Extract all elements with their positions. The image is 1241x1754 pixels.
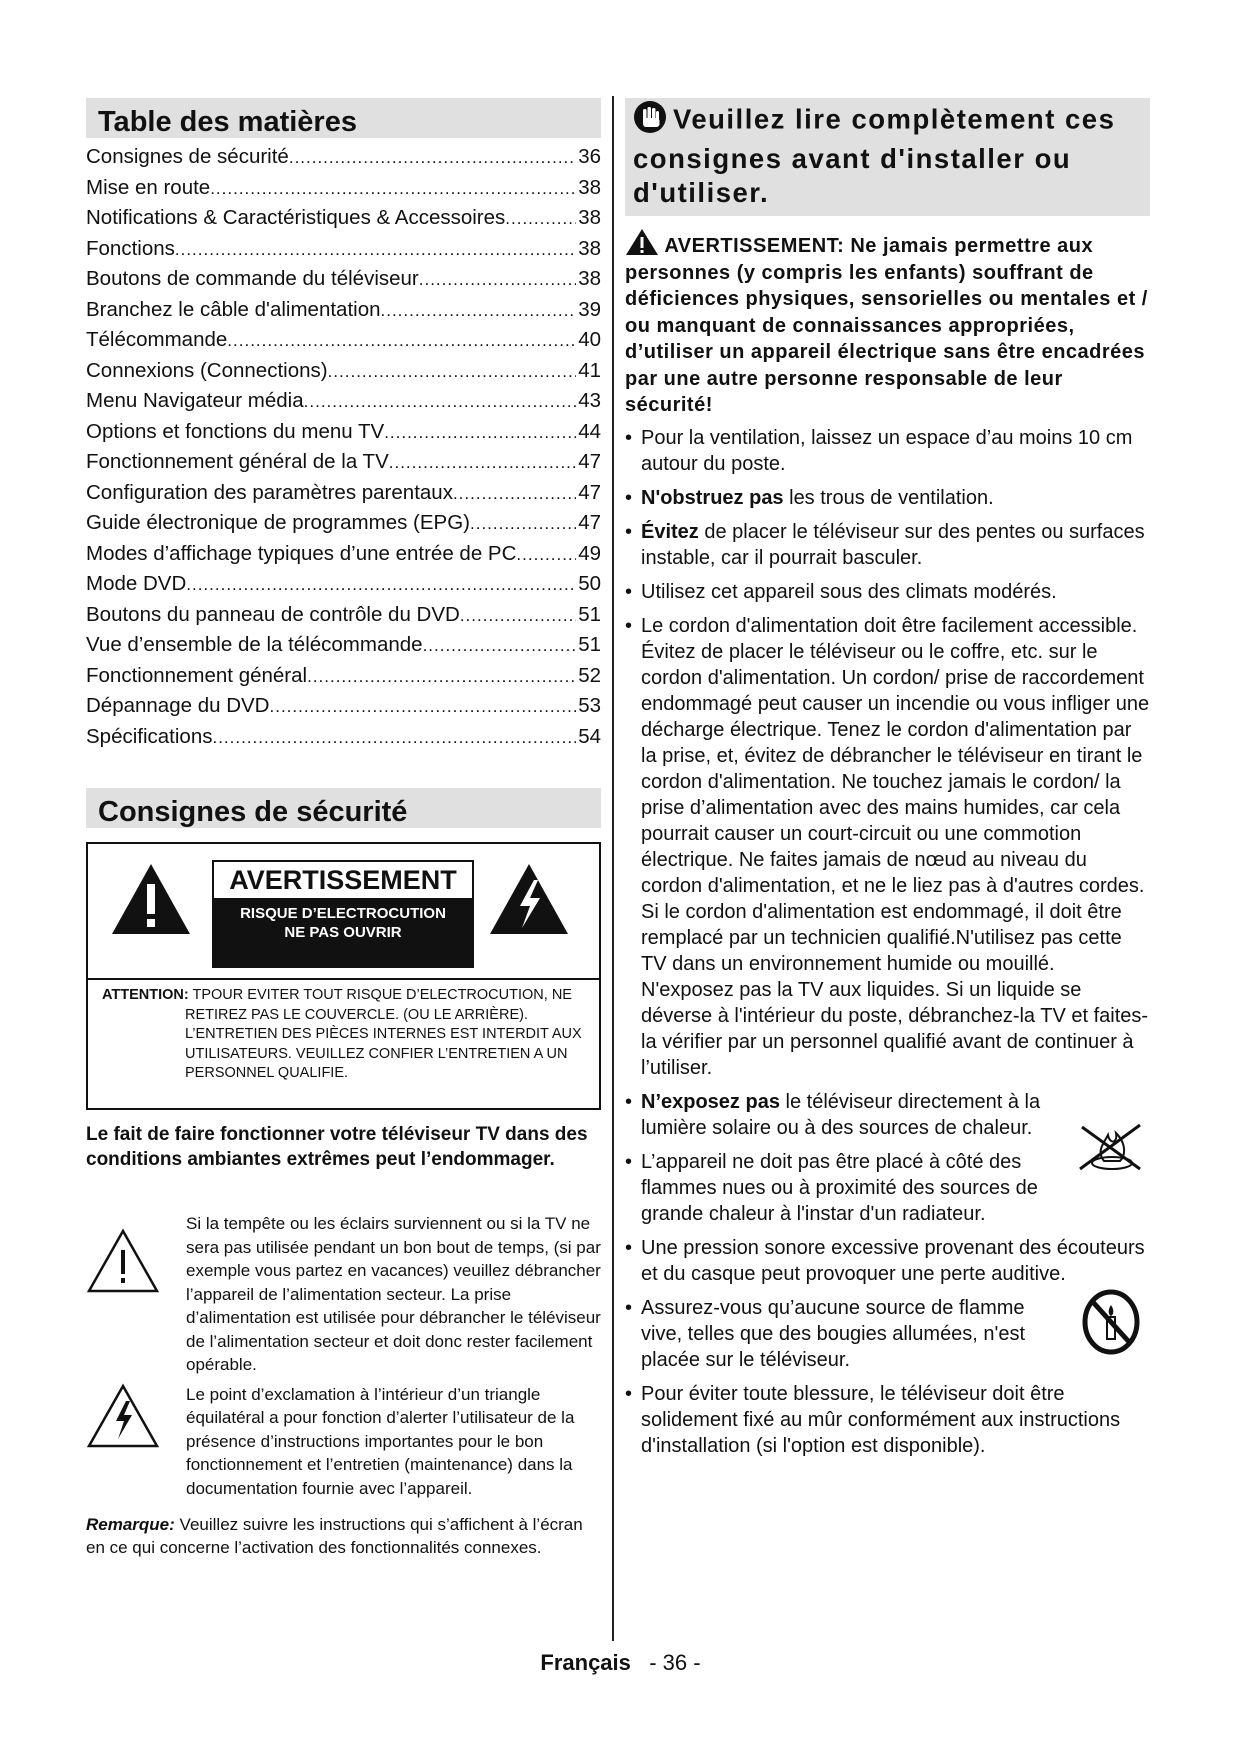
toc-entry[interactable]: Mise en route ..... 38 bbox=[86, 173, 601, 204]
toc-entry[interactable]: Vue d’ensemble de la télécommande ..... 51 bbox=[86, 630, 601, 661]
no-candles-icon bbox=[1080, 1289, 1142, 1355]
exclamation-warning-icon bbox=[110, 862, 192, 936]
exclamation-text: Le point d’exclamation à l’intérieur d’un triangle équilatéral a pour fonction d’alerter l’utilisateur de la présence d’instructions importantes pour le bon fonctionnement et l’entretien (maintenance) dans la documentation fournie avec l’appareil. bbox=[186, 1384, 575, 1498]
footer-page-number: - 36 - bbox=[649, 1650, 701, 1675]
toc-entry[interactable]: Guide électronique de programmes (EPG) ..... 47 bbox=[86, 508, 601, 539]
bullet-flames: • L’appareil ne doit pas être placé à côté des flammes nues ou à proximité des sources de grande chaleur à l'instar d'un radiateur. bbox=[625, 1149, 1150, 1227]
left-column bbox=[86, 98, 601, 1559]
avertissement-label: AVERTISSEMENT bbox=[214, 862, 472, 898]
toc-entry[interactable]: Options et fonctions du menu TV ..... 44 bbox=[86, 417, 601, 448]
safety-bullets bbox=[625, 425, 1150, 1459]
storm-notice bbox=[86, 1212, 601, 1377]
toc-entry[interactable]: Spécifications ..... 54 bbox=[86, 722, 601, 753]
right-column bbox=[625, 98, 1150, 1467]
toc-entry[interactable]: Fonctionnement général ..... 52 bbox=[86, 661, 601, 692]
toc-title: Table des matières bbox=[86, 98, 601, 138]
avertissement-paragraph: AVERTISSEMENT: Ne jamais permettre aux personnes (y compris les enfants) souffrant de déficiences physiques, sensorielles ou mentales et / ou manquant de connaissances appropriées, d’utiliser un appareil électrique sans être encadrées par une autre personne responsable de leur sécurité! bbox=[625, 228, 1150, 419]
bullet-climate: • Utilisez cet appareil sous des climats modérés. bbox=[625, 579, 1150, 605]
warning-triangle-icon bbox=[625, 228, 659, 256]
toc-entry[interactable]: Connexions (Connections) ..... 41 bbox=[86, 356, 601, 387]
stop-hand-icon bbox=[633, 100, 667, 134]
ne-pas-ouvrir-label: NE PAS OUVRIR bbox=[284, 924, 402, 941]
remark-text: Veuillez suivre les instructions qui s’affichent à l’écran en ce qui concerne l’activation des fonctionnalités connexes. bbox=[86, 1515, 583, 1557]
lightning-warning-icon bbox=[488, 862, 570, 936]
toc-entry[interactable]: Consignes de sécurité ..... 36 bbox=[86, 142, 601, 173]
extreme-conditions-warning: Le fait de faire fonctionner votre téléviseur TV dans des conditions ambiantes extrêmes peut l’endommager. bbox=[86, 1124, 588, 1170]
toc-entry[interactable]: Fonctions ..... 38 bbox=[86, 234, 601, 265]
no-heat-source-icon bbox=[1074, 1121, 1150, 1173]
bullet-obstruction: • N'obstruez pas les trous de ventilation. bbox=[625, 485, 1150, 511]
bullet-slopes: • Évitez de placer le téléviseur sur des pentes ou surfaces instable, car il pourrait basculer. bbox=[625, 519, 1150, 571]
toc-entry[interactable]: Menu Navigateur média ..... 43 bbox=[86, 386, 601, 417]
safety-title: Consignes de sécurité bbox=[86, 788, 601, 828]
toc-entry[interactable]: Branchez le câble d'alimentation ..... 39 bbox=[86, 295, 601, 326]
column-divider bbox=[612, 96, 614, 1641]
toc-entry[interactable]: Boutons du panneau de contrôle du DVD ..... 51 bbox=[86, 600, 601, 631]
toc-entry[interactable]: Notifications & Caractéristiques & Accessoires ..... 38 bbox=[86, 203, 601, 234]
footer-language: Français bbox=[540, 1650, 631, 1675]
bullet-ventilation: • Pour la ventilation, laissez un espace d’au moins 10 cm autour du poste. bbox=[625, 425, 1150, 477]
remark-label: Remarque: bbox=[86, 1515, 175, 1534]
toc-entry[interactable]: Boutons de commande du téléviseur ..... 38 bbox=[86, 264, 601, 295]
toc-list bbox=[86, 142, 601, 752]
storm-text: Si la tempête ou les éclairs surviennent ou si la TV ne sera pas utilisée pendant un bon bout de temps, (si par exemple vous partez en vacances) veuillez débrancher l’appareil de l’alimentation secteur. La prise d’alimentation est utilisée pour débrancher le téléviseur de l’alimentation secteur et doit donc rester facilement opérable. bbox=[186, 1214, 601, 1374]
bullet-wall-mount: • Pour éviter toute blessure, le téléviseur doit être solidement fixé au mûr conformément aux instructions d'installation (si l'option est disponible). bbox=[625, 1381, 1150, 1459]
page-footer bbox=[0, 1650, 1241, 1676]
toc-entry[interactable]: Mode DVD ..... 50 bbox=[86, 569, 601, 600]
toc-entry[interactable]: Télécommande ..... 40 bbox=[86, 325, 601, 356]
remark-note bbox=[86, 1514, 601, 1559]
warning-label-box bbox=[86, 842, 601, 1110]
attention-label: ATTENTION: bbox=[102, 987, 189, 1003]
bullet-power-cord: • Le cordon d'alimentation doit être facilement accessible. Évitez de placer le téléviseur ou le coffre, etc. sur le cordon d'alimentation. Un cordon/ prise de raccordement endommagé peut causer un incendie ou vous infliger une décharge électrique. Tenez le cordon d'alimentation par la prise, et, évitez de débrancher le téléviseur en tirant le cordon d'alimentation. Ne touchez jamais le cordon/ la prise d’alimentation avec des mains humides, car cela pourrait causer un court-circuit ou une commotion électrique. Ne faites jamais de nœud au niveau du cordon d'alimentation, et ne le liez pas à d'autres cordes. Si le cordon d'alimentation est endommagé, il doit être remplacé par un technicien qualifié.N'utilisez pas cette TV dans un environnement humide ou mouillé. N'exposez pas la TV aux liquides. Si un liquide se déverse à l'intérieur du poste, débranchez-la TV et faites-la vérifier par un personnel qualifié avant de continuer à l’utiliser. bbox=[625, 613, 1150, 1081]
risque-electrocution-label: RISQUE D’ELECTROCUTION bbox=[240, 905, 446, 922]
avertissement-panel bbox=[212, 860, 474, 968]
exclamation-notice bbox=[86, 1383, 601, 1501]
attention-text: TPOUR EVITER TOUT RISQUE D’ELECTROCUTION, NE RETIREZ PAS LE COUVERCLE. (OU LE ARRIÈRE). L’ENTRETIEN DES PIÈCES INTERNES EST INTERDIT AUX UTILISATEURS. VEUILLEZ CONFIER L’ENTRETIEN A UN PERSONNEL QUALIFIE. bbox=[185, 987, 582, 1081]
bullet-candles: • Assurez-vous qu’aucune source de flamme vive, telles que des bougies allumées, n'est placée sur le téléviseur. bbox=[625, 1295, 1150, 1373]
lightning-triangle-icon bbox=[86, 1383, 160, 1449]
exclamation-triangle-icon bbox=[86, 1228, 160, 1294]
toc-entry[interactable]: Modes d’affichage typiques d’une entrée de PC ..... 49 bbox=[86, 539, 601, 570]
toc-entry[interactable]: Configuration des paramètres parentaux ..... 47 bbox=[86, 478, 601, 509]
bullet-sunlight: • N’exposez pas le téléviseur directement à la lumière solaire ou à des sources de chaleur. bbox=[625, 1089, 1150, 1141]
attention-notice bbox=[102, 986, 591, 1084]
toc-entry[interactable]: Dépannage du DVD ..... 53 bbox=[86, 691, 601, 722]
toc-entry[interactable]: Fonctionnement général de la TV ..... 47 bbox=[86, 447, 601, 478]
bullet-hearing: • Une pression sonore excessive provenant des écouteurs et du casque peut provoquer une perte auditive. bbox=[625, 1235, 1150, 1287]
read-instructions-heading: Veuillez lire complètement ces consignes avant d'installer ou d'utiliser. bbox=[625, 98, 1150, 216]
